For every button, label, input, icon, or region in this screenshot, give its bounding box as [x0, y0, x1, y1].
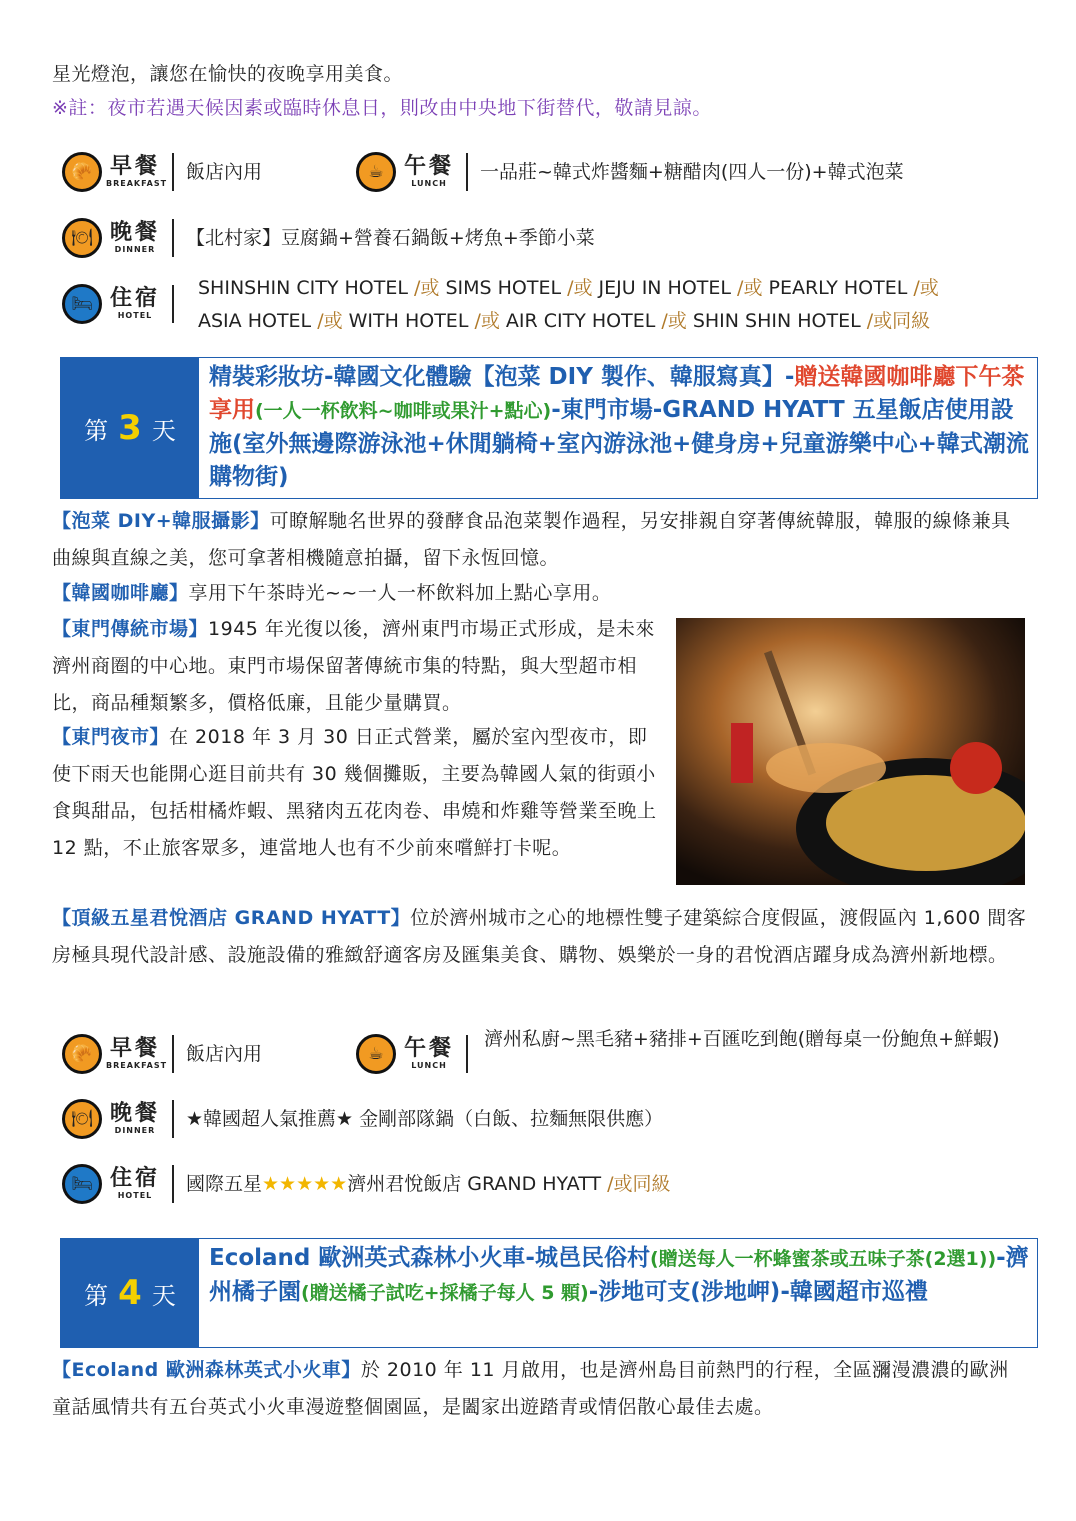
day-number: 4 — [118, 1273, 142, 1313]
hyatt-text: 位於濟州城市之心的地標性雙子建築綜合度假區，渡假區內 1,600 間客房極具現代設計感、設施設備的雅緻舒適客房及匯集美食、購物、娛樂於一身的君悅酒店躍身成為濟州新地標。 — [52, 907, 1027, 966]
title-gift-detail: (贈送橘子試吃+採橘子每人 5 顆) — [301, 1282, 589, 1304]
or-separator: /或 — [413, 277, 440, 299]
day-suffix: 天 — [151, 1281, 176, 1310]
ecoland-paragraph — [52, 1352, 1028, 1426]
breakfast-label: 早餐 — [109, 1036, 160, 1061]
day3-badge — [61, 358, 199, 498]
title-part: -濟州橘子園 — [209, 1245, 1029, 1305]
divider — [172, 219, 174, 257]
croissant-icon: 🥐 — [62, 152, 102, 192]
divider — [466, 1035, 468, 1073]
bed-icon: 🛏 — [62, 284, 102, 324]
hotel-name: WITH HOTEL — [348, 310, 469, 332]
hotel-label: 住宿 — [109, 1166, 160, 1191]
hotel-name: SHINSHIN CITY HOTEL — [198, 277, 408, 299]
market-heading: 【東門傳統市場】 — [52, 618, 209, 640]
coffee-cup-icon: ☕ — [356, 1034, 396, 1074]
breakfast-text: 飯店內用 — [186, 161, 263, 183]
market-paragraph — [52, 611, 662, 722]
or-separator: /或 — [737, 277, 763, 299]
breakfast-text: 飯店內用 — [186, 1043, 263, 1065]
hotel-name: AIR CITY HOTEL — [505, 310, 656, 332]
or-same-grade: /或同級 — [607, 1173, 671, 1195]
dinner-text: ★韓國超人氣推薦★ 金剛部隊鍋（白飯、拉麵無限供應） — [186, 1108, 664, 1130]
dinner-row — [62, 1099, 663, 1139]
day4-badge — [61, 1239, 199, 1347]
dinner-label-en: DINNER — [114, 245, 156, 254]
night-market-paragraph — [52, 719, 662, 867]
divider — [172, 1035, 174, 1073]
or-separator: /或 — [317, 310, 343, 332]
market-text: 1945 年光復以後，濟州東門市場正式形成，是未來濟州商圈的中心地。東門市場保留著傳統市集的特點，與大型超市相比，商品種類繁多，價格低廉，且能少量購買。 — [52, 618, 655, 714]
dinner-label: 晚餐 — [109, 1101, 160, 1126]
breakfast-row — [62, 152, 262, 192]
lunch-row — [356, 152, 904, 192]
day3-title — [209, 361, 1029, 494]
title-part: -東門市場-GRAND HYATT 五星飯店使用設施(室外無邊際游泳池+休閒躺椅+室內游泳池+健身房+兒童游樂中心+韓式潮流購物街) — [209, 397, 1029, 490]
lunch-row — [356, 1034, 480, 1074]
ecoland-heading: 【Ecoland 歐洲森林英式小火車】 — [52, 1359, 361, 1381]
or-separator: /或 — [913, 277, 939, 299]
kimchi-text: 可瞭解馳名世界的發酵食品泡菜製作過程，另安排親自穿著傳統韓服，韓服的線條兼具曲線與直線之美，您可拿著相機隨意拍攝，留下永恆回憶。 — [52, 510, 1011, 569]
bed-icon: 🛏 — [62, 1164, 102, 1204]
hotel-label-en: HOTEL — [117, 311, 153, 320]
divider — [172, 1100, 174, 1138]
breakfast-row — [62, 1034, 262, 1074]
divider — [172, 285, 174, 323]
or-separator: /或 — [567, 277, 593, 299]
day-number: 3 — [118, 408, 142, 448]
hotel-name: SIMS HOTEL — [445, 277, 562, 299]
day-prefix: 第 — [84, 416, 109, 445]
dinner-row — [62, 218, 595, 258]
lunch-label: 午餐 — [403, 154, 454, 179]
lunch-text: 一品莊~韓式炸醬麵+糖醋肉(四人一份)+韓式泡菜 — [480, 161, 904, 183]
star-rating: ★★★★★ — [262, 1173, 348, 1195]
dinner-text: 【北村家】豆腐鍋+營養石鍋飯+烤魚+季節小菜 — [186, 227, 595, 249]
title-gift-detail: (贈送每人一杯蜂蜜茶或五味子茶(2選1)) — [649, 1248, 997, 1270]
day-suffix: 天 — [151, 416, 176, 445]
cloche-icon: 🍽 — [62, 218, 102, 258]
title-gift: 贈送韓國咖啡廳下午茶享用 — [209, 364, 1025, 423]
cafe-heading: 【韓國咖啡廳】 — [52, 582, 189, 604]
hotel-label: 住宿 — [109, 286, 160, 311]
lunch-text: 濟州私廚~黑毛豬+豬排+百匯吃到飽(贈每桌一份鮑魚+鮮蝦) — [484, 1028, 1000, 1050]
hyatt-paragraph — [52, 900, 1028, 974]
or-separator: /或 — [474, 310, 500, 332]
night-market-text: 在 2018 年 3 月 30 日正式營業，屬於室內型夜市，即使下雨天也能開心逛目前共有 30 幾個攤販，主要為韓國人氣的街頭小食與甜品，包括柑橘炸蝦、黑豬肉五花肉卷、串燒和炸雞等營業至晚上 12 點，不止旅客眾多，連當地人也有不少前來嚐鮮打卡呢。 — [52, 726, 657, 859]
hotel-name: ASIA HOTEL — [198, 310, 312, 332]
lunch-label: 午餐 — [403, 1036, 454, 1061]
ecoland-text: 於 2010 年 11 月啟用，也是濟州島目前熱門的行程，全區瀰漫濃濃的歐洲童話風情共有五台英式小火車漫遊整個園區，是闔家出遊踏青或情侶散心最佳去處。 — [52, 1359, 1009, 1418]
or-separator: /或 — [661, 310, 687, 332]
lunch-label-en: LUNCH — [411, 1061, 447, 1070]
hotel-text — [186, 1169, 671, 1199]
hotel-name: PEARLY HOTEL — [768, 277, 908, 299]
divider — [172, 153, 174, 191]
breakfast-label-en: BREAKFAST — [106, 1061, 168, 1070]
hyatt-heading: 【頂級五星君悅酒店 GRAND HYATT】 — [52, 907, 411, 929]
title-part: Ecoland 歐洲英式森林小火車-城邑民俗村 — [209, 1245, 650, 1271]
hotel-name: 濟州君悅飯店 GRAND HYATT — [347, 1173, 602, 1195]
title-part: -涉地可支(涉地岬)-韓國超市巡禮 — [588, 1279, 928, 1305]
day4-header — [60, 1238, 1038, 1348]
croissant-icon: 🥐 — [62, 1034, 102, 1074]
night-market-photo-art — [676, 618, 1025, 885]
day3-header — [60, 357, 1038, 499]
dinner-label-en: DINNER — [114, 1126, 156, 1135]
hotel-list — [198, 272, 1038, 338]
cloche-icon: 🍽 — [62, 1099, 102, 1139]
coffee-cup-icon: ☕ — [356, 152, 396, 192]
hotel-row — [62, 284, 186, 324]
breakfast-label-en: BREAKFAST — [106, 179, 168, 188]
divider — [466, 153, 468, 191]
cafe-paragraph — [52, 575, 1028, 612]
intro-line: 星光燈泡，讓您在愉快的夜晚享用美食。 — [52, 63, 404, 85]
dinner-label: 晚餐 — [109, 220, 160, 245]
hotel-class: 國際五星 — [186, 1173, 263, 1195]
title-gift-detail: (一人一杯飲料~咖啡或果汁+點心) — [255, 400, 552, 422]
lunch-label-en: LUNCH — [411, 179, 447, 188]
night-market-heading: 【東門夜市】 — [52, 726, 170, 748]
divider — [172, 1165, 174, 1203]
cafe-text: 享用下午茶時光~~一人一杯飲料加上點心享用。 — [188, 582, 612, 604]
night-market-photo — [676, 618, 1025, 885]
hotel-name: SHIN SHIN HOTEL — [692, 310, 861, 332]
title-part: 精裝彩妝坊-韓國文化體驗【泡菜 DIY 製作、韓服寫真】- — [209, 364, 795, 390]
day-prefix: 第 — [84, 1281, 109, 1310]
kimchi-heading: 【泡菜 DIY+韓服攝影】 — [52, 510, 270, 532]
hotel-name: JEJU IN HOTEL — [598, 277, 731, 299]
or-same-grade: /或同級 — [866, 310, 931, 332]
breakfast-label: 早餐 — [109, 154, 160, 179]
hotel-row — [62, 1164, 671, 1204]
weather-note: ※註：夜市若遇天候因素或臨時休息日，則改由中央地下街替代，敬請見諒。 — [52, 97, 712, 119]
hotel-label-en: HOTEL — [117, 1191, 153, 1200]
day4-title — [209, 1242, 1029, 1310]
kimchi-paragraph — [52, 503, 1028, 577]
